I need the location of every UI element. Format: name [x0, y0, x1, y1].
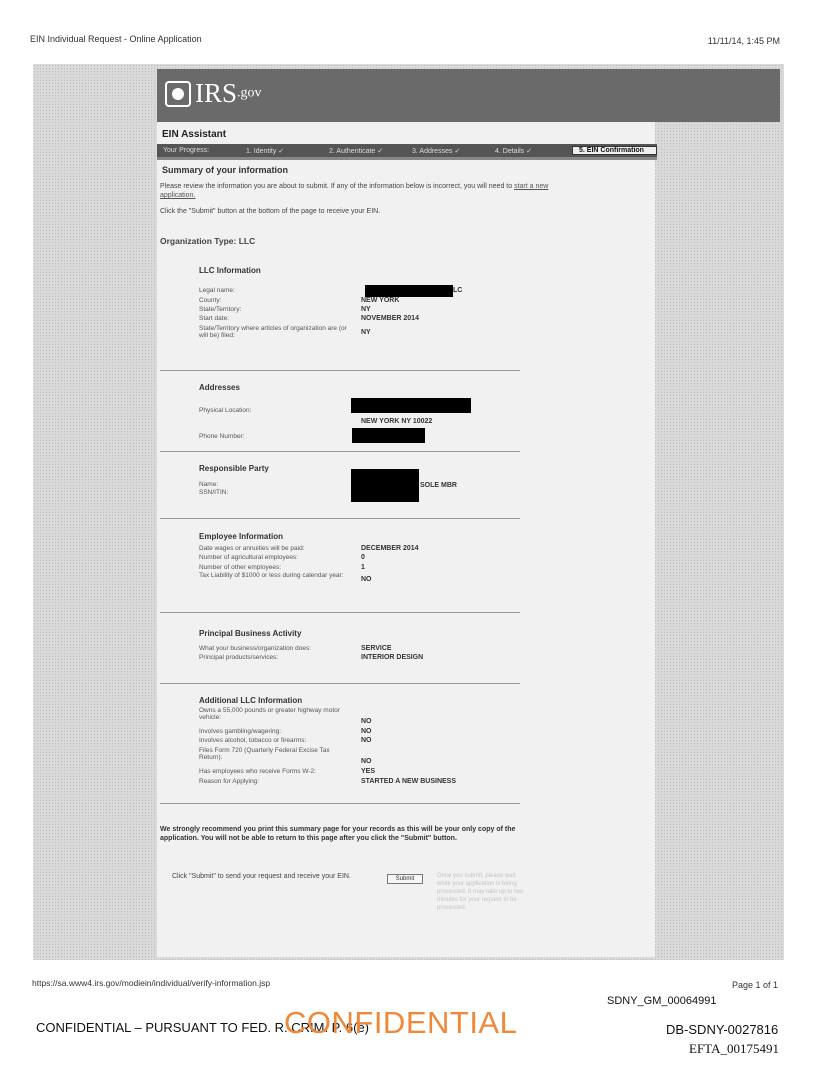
llc-info-heading: LLC Information: [199, 266, 261, 275]
start-date-label: Start date:: [199, 315, 229, 322]
wages-date-label: Date wages or annuities will be paid:: [199, 545, 305, 552]
additional-info-heading: Additional LLC Information: [199, 696, 303, 705]
articles-state-value: NY: [361, 329, 371, 336]
physical-location-city: NEW YORK NY 10022: [361, 418, 433, 425]
gambling-value: NO: [361, 728, 372, 735]
gambling-label: Involves gambling/wagering:: [199, 728, 282, 735]
form-page: [157, 69, 655, 957]
submit-prompt: Click "Submit" to send your request and receive your EIN.: [172, 873, 351, 880]
logo-text: IRS: [195, 78, 238, 108]
intro-text: [160, 182, 550, 200]
submit-button[interactable]: Submit: [387, 874, 423, 884]
employee-info-section: [199, 532, 519, 583]
progress-step-identity: 1. Identity ✓: [246, 147, 285, 155]
additional-info-section: [199, 696, 519, 785]
form-720-value: NO: [361, 758, 372, 765]
other-employees-value: 1: [361, 564, 365, 571]
progress-step-details: 4. Details ✓: [495, 147, 532, 155]
page-count: Page 1 of 1: [731, 980, 778, 990]
summary-title: Summary of your information: [162, 165, 289, 175]
tax-liability-label: Tax Liability of $1000 or less during calendar year:: [199, 572, 344, 579]
assistant-title: EIN Assistant: [162, 129, 227, 140]
efta-number: EFTA_00175491: [689, 1041, 779, 1056]
progress-underline: [157, 157, 657, 160]
business-does-value: SERVICE: [361, 645, 392, 652]
redaction-phone: [352, 428, 425, 443]
business-does-label: What your business/organization does:: [199, 645, 312, 652]
bates-number-sdny: SDNY_GM_00064991: [607, 995, 717, 1007]
state-label: State/Territory:: [199, 306, 242, 313]
responsible-party-heading: Responsible Party: [199, 464, 269, 473]
organization-type: Organization Type: LLC: [160, 236, 256, 246]
progress-step-authenticate: 2. Authenticate ✓: [329, 147, 384, 155]
redaction-legal-name: [365, 285, 453, 297]
bates-number-db: DB-SDNY-0027816: [666, 1022, 779, 1037]
confidential-legend: CONFIDENTIAL – PURSUANT TO FED. R. CRIM. P. 6(e): [36, 1020, 370, 1035]
vehicle-value: NO: [361, 718, 372, 725]
w2-label: Has employees who receive Forms W-2:: [199, 768, 316, 775]
addresses-section: [199, 383, 519, 440]
w2-value: YES: [361, 768, 376, 775]
page-url: https://sa.www4.irs.gov/modiein/individual/verify-information.jsp: [32, 978, 271, 988]
phone-number-label: Phone Number:: [199, 433, 245, 440]
start-new-application-link[interactable]: start a new application.: [160, 183, 549, 199]
irs-seal-icon: [165, 81, 191, 107]
alcohol-value: NO: [361, 737, 372, 744]
alcohol-label: Involves alcohol, tobacco or firearms:: [199, 737, 307, 744]
party-role-value: SOLE MBR: [420, 482, 457, 489]
browser-page-title: EIN Individual Request - Online Application: [30, 34, 202, 44]
party-name-label: Name:: [199, 481, 219, 488]
agricultural-employees-value: 0: [361, 554, 365, 561]
progress-step-addresses: 3. Addresses ✓: [412, 147, 461, 155]
progress-label: Your Progress:: [163, 147, 210, 154]
ssn-label: SSN/ITIN:: [199, 489, 229, 496]
irs-logo[interactable]: [165, 78, 262, 109]
vehicle-label: Owns a 55,000 pounds or greater highway motor vehicle:: [199, 707, 340, 721]
tax-liability-value: NO: [361, 576, 372, 583]
section-divider: [160, 612, 520, 613]
county-value: NEW YORK: [361, 297, 400, 304]
legal-name-value: LC: [453, 287, 463, 294]
section-divider: [160, 518, 520, 519]
section-divider: [160, 683, 520, 684]
employee-info-heading: Employee Information: [199, 532, 284, 541]
print-notice: We strongly recommend you print this summary page for your records as this will be your only copy of the application. You will not be able to return to this page after you click the "Submit" button.: [160, 826, 516, 842]
agricultural-employees-label: Number of agricultural employees:: [199, 554, 298, 561]
section-divider: [160, 803, 520, 804]
submit-instruction: Click the "Submit" button at the bottom of the page to receive your EIN.: [160, 208, 381, 215]
reason-label: Reason for Applying:: [199, 778, 259, 785]
start-date-value: NOVEMBER 2014: [361, 315, 419, 322]
intro-body: Please review the information you are about to submit. If any of the information below is incorrect, you will need to: [160, 183, 513, 190]
other-employees-label: Number of other employees:: [199, 564, 282, 571]
progress-step-confirmation: 5. EIN Confirmation: [572, 146, 657, 155]
articles-state-label: State/Territory where articles of organization are (or will be) filed:: [199, 325, 347, 339]
confidential-stamp: CONFIDENTIAL: [284, 1005, 518, 1040]
logo-suffix: .gov: [237, 85, 262, 101]
products-services-label: Principal products/services:: [199, 654, 279, 661]
wages-date-value: DECEMBER 2014: [361, 545, 419, 552]
processing-note: Once you submit, please wait while your application is being processed. It may take up to two minutes for your request to be processed.: [437, 873, 524, 911]
products-services-value: INTERIOR DESIGN: [361, 654, 424, 661]
state-value: NY: [361, 306, 371, 313]
county-label: County:: [199, 297, 222, 304]
llc-info-section: [199, 266, 519, 339]
business-activity-section: [199, 629, 519, 661]
irs-banner: [157, 69, 780, 122]
progress-bar: [157, 144, 657, 157]
reason-value: STARTED A NEW BUSINESS: [361, 778, 457, 785]
business-activity-heading: Principal Business Activity: [199, 629, 302, 638]
addresses-heading: Addresses: [199, 383, 240, 392]
section-divider: [160, 370, 520, 371]
redaction-party-name: [351, 469, 419, 502]
physical-location-label: Physical Location:: [199, 407, 252, 414]
print-datetime: 11/11/14, 1:45 PM: [707, 36, 780, 46]
form-720-label: Files Form 720 (Quarterly Federal Excise Tax Return):: [199, 747, 330, 761]
redaction-address: [351, 398, 471, 413]
legal-name-label: Legal name:: [199, 287, 235, 294]
section-divider: [160, 451, 520, 452]
